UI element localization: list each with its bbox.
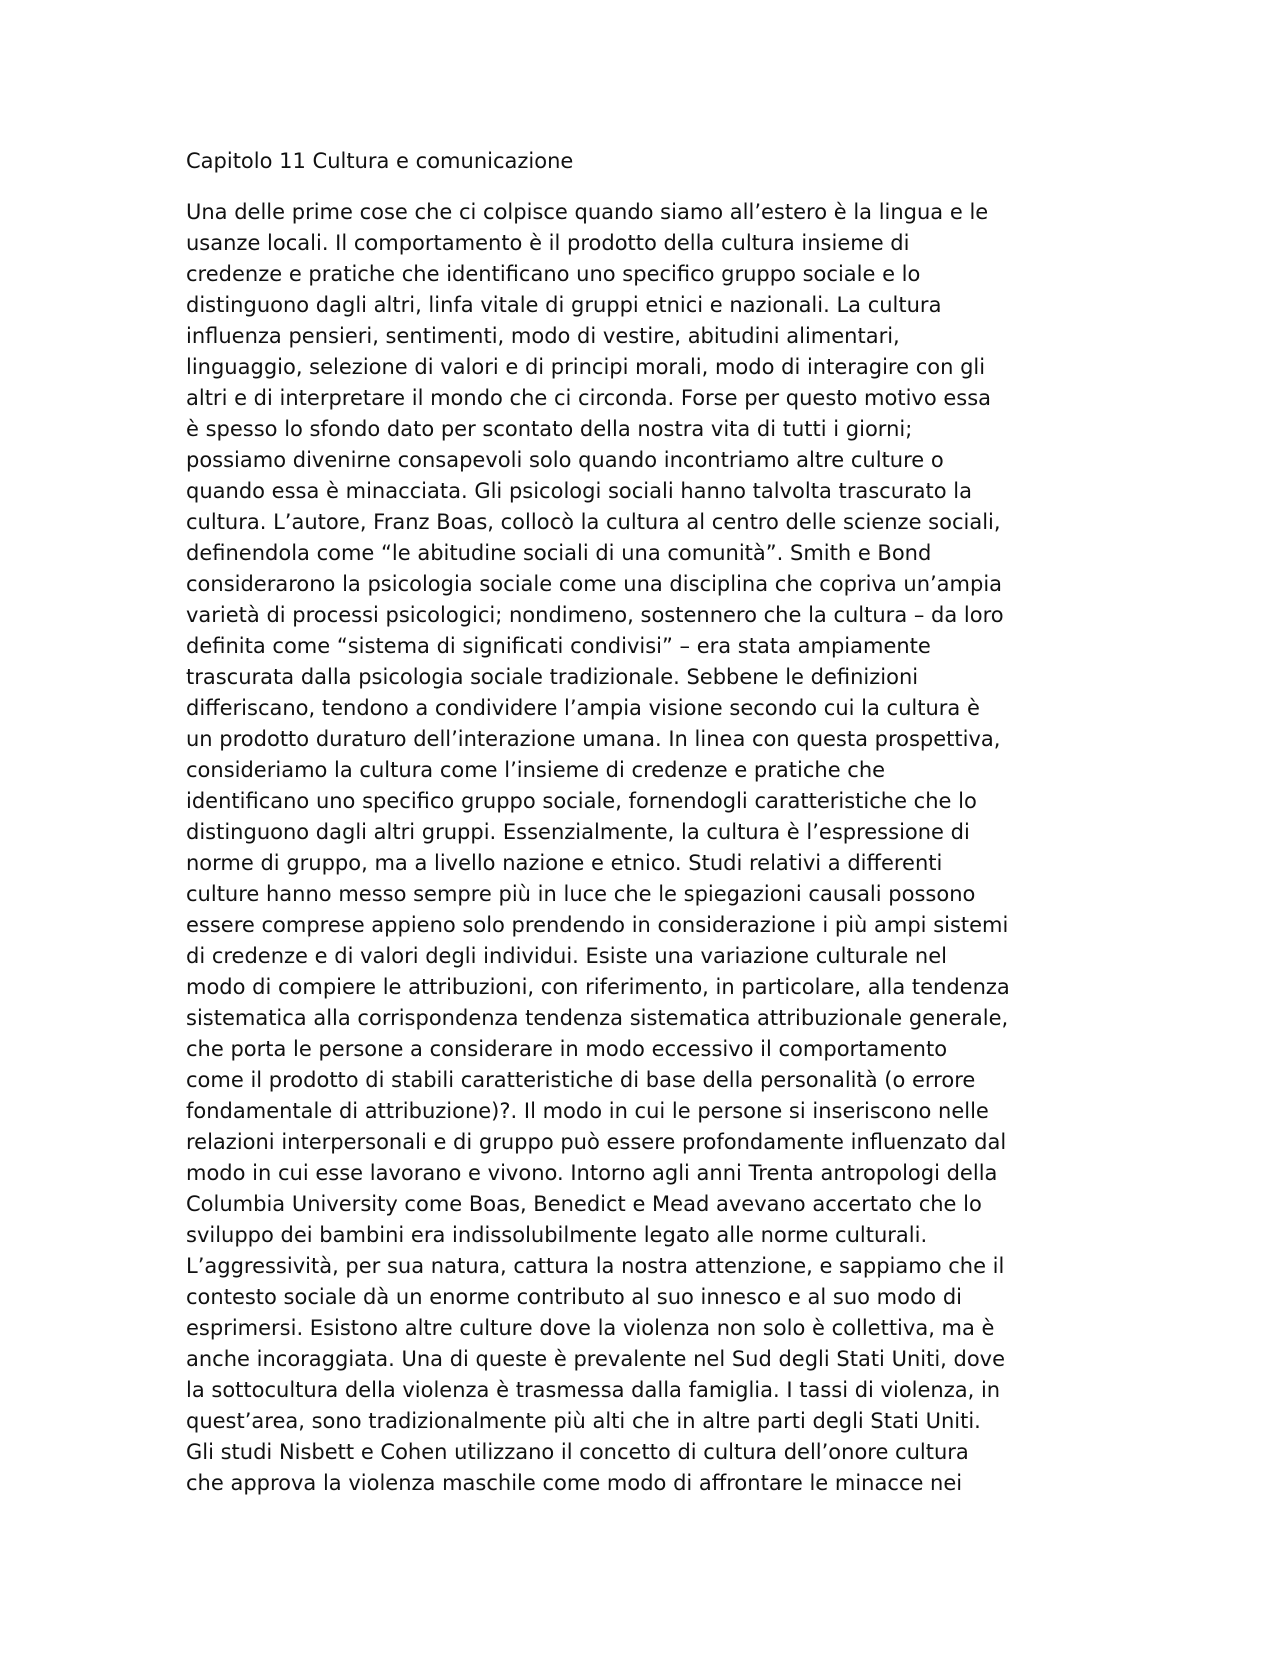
paragraph-line: trascurata dalla psicologia sociale tradizionale. Sebbene le definizioni — [186, 665, 919, 689]
paragraph-line: quando essa è minacciata. Gli psicologi sociali hanno talvolta trascurato la — [186, 479, 972, 503]
paragraph-line: quest’area, sono tradizionalmente più alti che in altre parti degli Stati Uniti. — [186, 1409, 981, 1433]
paragraph-line: linguaggio, selezione di valori e di principi morali, modo di interagire con gli — [186, 355, 986, 379]
paragraph-line: relazioni interpersonali e di gruppo può essere profondamente influenzato dal — [186, 1130, 1007, 1154]
paragraph-line: cultura. L’autore, Franz Boas, collocò la cultura al centro delle scienze sociali, — [186, 510, 1001, 534]
paragraph-line: modo in cui esse lavorano e vivono. Intorno agli anni Trenta antropologi della — [186, 1161, 998, 1185]
paragraph-line: fondamentale di attribuzione)?. Il modo in cui le persone si inseriscono nelle — [186, 1099, 989, 1123]
paragraph-line: di credenze e di valori degli individui. Esiste una variazione culturale nel — [186, 944, 947, 968]
paragraph-line: identificano uno specifico gruppo sociale, fornendogli caratteristiche che lo — [186, 789, 977, 813]
paragraph-line: sistematica alla corrispondenza tendenza sistematica attribuzionale generale, — [186, 1006, 1009, 1030]
paragraph-line: L’aggressività, per sua natura, cattura la nostra attenzione, e sappiamo che il — [186, 1254, 1005, 1278]
paragraph-line: Columbia University come Boas, Benedict e Mead avevano accertato che lo — [186, 1192, 982, 1216]
paragraph-line: la sottocultura della violenza è trasmessa dalla famiglia. I tassi di violenza, in — [186, 1378, 1001, 1402]
paragraph-line: varietà di processi psicologici; nondimeno, sostennero che la cultura – da loro — [186, 603, 1004, 627]
document-page — [186, 146, 1096, 1499]
paragraph-line: definita come “sistema di significati condivisi” – era stata ampiamente — [186, 634, 931, 658]
paragraph-line: consideriamo la cultura come l’insieme di credenze e pratiche che — [186, 758, 886, 782]
paragraph-line: che approva la violenza maschile come modo di affrontare le minacce nei — [186, 1471, 963, 1495]
paragraph-line: Gli studi Nisbett e Cohen utilizzano il concetto di cultura dell’onore cultura — [186, 1440, 969, 1464]
paragraph-line: differiscano, tendono a condividere l’ampia visione secondo cui la cultura è — [186, 696, 980, 720]
paragraph-line: che porta le persone a considerare in modo eccessivo il comportamento — [186, 1037, 948, 1061]
paragraph-line: Una delle prime cose che ci colpisce quando siamo all’estero è la lingua e le — [186, 200, 989, 224]
paragraph-line: modo di compiere le attribuzioni, con riferimento, in particolare, alla tendenza — [186, 975, 1010, 999]
paragraph-line: considerarono la psicologia sociale come una disciplina che copriva un’ampia — [186, 572, 1003, 596]
paragraph-line: è spesso lo sfondo dato per scontato della nostra vita di tutti i giorni; — [186, 417, 913, 441]
paragraph-line: altri e di interpretare il mondo che ci circonda. Forse per questo motivo essa — [186, 386, 992, 410]
paragraph-line: come il prodotto di stabili caratteristiche di base della personalità (o errore — [186, 1068, 976, 1092]
paragraph-line: possiamo divenirne consapevoli solo quando incontriamo altre culture o — [186, 448, 944, 472]
paragraph-line: usanze locali. Il comportamento è il prodotto della cultura insieme di — [186, 231, 910, 255]
paragraph-line: distinguono dagli altri gruppi. Essenzialmente, la cultura è l’espressione di — [186, 820, 970, 844]
paragraph-line: distinguono dagli altri, linfa vitale di gruppi etnici e nazionali. La cultura — [186, 293, 942, 317]
paragraph-line: definendola come “le abitudine sociali di una comunità”. Smith e Bond — [186, 541, 932, 565]
paragraph-line: un prodotto duraturo dell’interazione umana. In linea con questa prospettiva, — [186, 727, 1001, 751]
paragraph-line: norme di gruppo, ma a livello nazione e etnico. Studi relativi a differenti — [186, 851, 943, 875]
paragraph-line: credenze e pratiche che identificano uno specifico gruppo sociale e lo — [186, 262, 921, 286]
paragraph-line: contesto sociale dà un enorme contributo al suo innesco e al suo modo di — [186, 1285, 962, 1309]
paragraph-line: influenza pensieri, sentimenti, modo di vestire, abitudini alimentari, — [186, 324, 900, 348]
paragraph-line: culture hanno messo sempre più in luce che le spiegazioni causali possono — [186, 882, 976, 906]
chapter-title: Capitolo 11 Cultura e comunicazione — [186, 149, 574, 173]
paragraph-line: anche incoraggiata. Una di queste è prevalente nel Sud degli Stati Uniti, dove — [186, 1347, 1006, 1371]
body-paragraph — [186, 197, 1096, 1499]
paragraph-line: sviluppo dei bambini era indissolubilmente legato alle norme culturali. — [186, 1223, 928, 1247]
paragraph-line: essere comprese appieno solo prendendo in considerazione i più ampi sistemi — [186, 913, 1009, 937]
paragraph-line: esprimersi. Esistono altre culture dove la violenza non solo è collettiva, ma è — [186, 1316, 995, 1340]
